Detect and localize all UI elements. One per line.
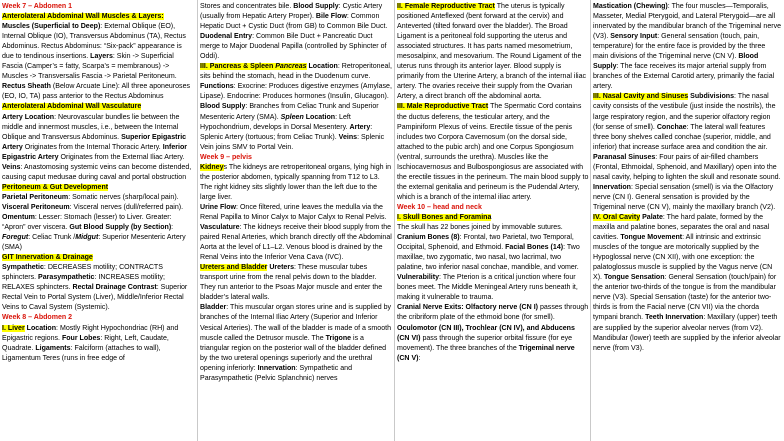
week10-heading: Week 10 – head and neck <box>397 203 482 211</box>
label: Tongue Movement <box>620 234 683 242</box>
label: Functions <box>200 83 234 91</box>
label: Trigeminal nerve (CN V) <box>397 344 575 362</box>
text: : Anastomosing systemic veins can become distended, causing caput medusae during caval and portal obstruction <box>2 163 192 181</box>
label: Layers <box>90 53 113 61</box>
cranial-nerves-paragraph <box>397 303 589 363</box>
label: Trigone <box>325 334 352 342</box>
text: pass through the superior orbital fissure (for eye movement). The three branches of the <box>397 334 573 352</box>
skull-paragraph <box>397 223 589 303</box>
text: : Somatic nerves (sharp/local pain). <box>68 193 179 201</box>
text: (Below Arcuate Line): All three aponeuroses (EO, IO, TA) pass anterior to the Rectus Abdominus <box>2 83 191 101</box>
column-3 <box>397 2 589 439</box>
text: : The lateral wall features three bony shelves called conchae (superior, middle, and inferior) that increase surface area and condition the air. <box>593 123 771 151</box>
kidney-paragraph <box>200 163 392 203</box>
liver-paragraph <box>2 324 195 364</box>
text: : Celiac Trunk <box>28 234 72 242</box>
label: Four Lobes <box>61 334 101 342</box>
text: The skull has 22 bones joined by immovable sutures. <box>397 224 563 232</box>
label: Oculomotor (CN III), Trochlear (CN IV), and Abducens (CN VI) <box>397 324 575 342</box>
text: : The face receives its major arterial supply from branches of the External Carotid artery, primarily the facial artery. <box>593 63 775 91</box>
text: : Splenic Vein joins SMV to Portal Vein. <box>200 133 385 151</box>
label: Artery Location <box>2 113 55 121</box>
label: Rectal Drainage Contrast <box>72 284 157 292</box>
text: : Visceral nerves (dull/referred pain). <box>69 203 184 211</box>
label: Visceral Peritoneum <box>2 203 70 211</box>
label: Facial Bones (14) <box>505 244 564 252</box>
muscles-paragraph <box>2 22 195 102</box>
label: Ureters <box>267 264 294 272</box>
text: : Neurovascular bundles lie between the middle and innermost muscles, i.e., between the Internal Oblique and Transversus Abdominus. <box>2 113 180 141</box>
female-repro-paragraph <box>397 2 589 102</box>
label: Artery <box>349 123 371 131</box>
text: : <box>418 354 421 362</box>
pancreas-heading <box>200 63 307 70</box>
label: : Olfactory nerve (CN I) <box>461 304 538 312</box>
label: Tongue Sensation <box>603 274 665 282</box>
skull-heading: I. Skull Bones and Foramina <box>397 213 492 221</box>
text: : Once filtered, urine leaves the medulla via the Renal Papilla to Minor Calyx to Major Calyx to Renal Pelvis. <box>200 203 387 221</box>
label: Veins <box>2 163 21 171</box>
label: Vulnerability <box>397 274 440 282</box>
label: Blood Supply <box>200 103 246 111</box>
label: Ligaments <box>35 344 71 352</box>
text: : Lesser: Stomach (lesser) to Liver. Greater: “Apron” over viscera. <box>2 213 172 232</box>
week7-heading: Week 7 – Abdomen 1 <box>2 3 73 10</box>
label: Location <box>306 63 338 71</box>
text: : The hard palate, formed by the maxilla and palatine bones, separates the oral and nasal cavities. <box>593 213 770 242</box>
vasculature-heading: Anterolateral Abdominal Wall Vasculature <box>2 103 142 111</box>
text: : Superior Mesenteric Artery (SMA) <box>2 234 186 252</box>
text: : Frontal, two Parietal, two Temporal, Occipital, Sphenoid, and Ethmoid. <box>397 234 574 252</box>
peritoneum-heading: Peritoneum & Gut Development <box>2 183 109 191</box>
label: Cranium Bones (8) <box>397 234 460 242</box>
label: Location <box>303 113 336 121</box>
text: : Mostly Right Hypochondriac (RH) and Epigastric regions. <box>2 324 179 342</box>
week8-heading: Week 8 – Abdomen 2 <box>2 314 73 322</box>
urine-paragraph <box>200 203 392 263</box>
label: Sensory Input <box>610 33 658 41</box>
text: : Falciform (attaches to wall), Ligamentum Teres (runs in free edge of <box>2 344 161 362</box>
label: Inferior Epigastric Artery <box>2 143 188 161</box>
label: Vasculature <box>200 224 240 232</box>
mastication-paragraph <box>593 2 782 92</box>
text: Pancreas <box>275 63 307 71</box>
column-1 <box>2 2 195 439</box>
label: Rectus Sheath <box>2 83 51 91</box>
label: Teeth Innervation <box>645 314 704 322</box>
text: : INCREASES motility; RELAXES sphincters. <box>2 274 165 292</box>
text: : Two maxillae, two zygomatic, two nasal, two lacrimal, two palatine, two inferior nasal conchae, mandible, and vomer. <box>397 244 580 272</box>
text: : Retroperitoneal, sits behind the stomach, head in the Duodenum curve. <box>200 63 392 81</box>
text: : These muscular tubes transport urine from the renal pelvis down to the bladder. They run anterior to the Psoas Major muscle and enter the bladder’s lateral walls. <box>200 264 383 302</box>
text: The Spermatic Cord contains the ductus deferens, the testicular artery, and the Pampiniform Plexus of veins. Erectile tissue of the penis includes two Corpora Cavernosum (on the dorsal side, attached to the pubic arch) and one Corpus Spongiosum (ventral, surrounds the urethra). Muscles like the Ischiocavernosus and Bulbospongiosus are associated with the erectile tissues in the perineum. The main blood supply to the external genitalia and perineum is the Pudendal Artery, which is a branch of the internal iliac artery. <box>397 103 589 201</box>
text: : All intrinsic and extrinsic muscles of the tongue are motorically supplied by the Hypoglossal nerve (CN XII), with one exception: the palatoglossus muscle is supplied by the Vagus nerve (CN X). <box>593 234 773 282</box>
label: Innervation <box>593 183 631 191</box>
text: : General Sensation (touch/pain) for the anterior two-thirds of the tongue is from the mandibular nerve (V3). Special Sensation (taste) for the anterior two-thirds is from the Facial nerve (CN VII) via the chorda tympani branch. <box>593 274 777 322</box>
text: : Left Hypochondrium, develops in Dorsal Mesentery. <box>200 113 351 131</box>
ureters-heading: Ureters and Bladder <box>200 264 268 272</box>
text: Originates from the Internal Thoracic Artery. <box>22 143 161 151</box>
text: : Cystic Artery (usually from Hepatic Artery Proper). <box>200 3 383 21</box>
label: Foregut <box>2 234 29 242</box>
git-paragraph <box>2 263 195 313</box>
label: Muscles (Superficial to Deep) <box>2 23 101 31</box>
label: Subdivisions <box>688 93 734 101</box>
text: : Superior Rectal Vein to Portal System (Liver), Middle/Inferior Rectal Veins to Caval System (Systemic). <box>2 284 188 312</box>
label: Conchae <box>656 123 687 131</box>
nasal-paragraph <box>593 92 782 213</box>
column-divider <box>590 0 591 441</box>
text: III. Pancreas & Spleen <box>200 63 276 71</box>
text: : External Oblique (EO), Internal Oblique (IO), Transversus Abdominus (TA), Rectus Abdominus. Rectus Abdominus: “Six-pack” appearance is due to tendinous insertions. <box>2 23 186 61</box>
nasal-heading: III. Nasal Cavity and Sinuses <box>593 93 689 101</box>
text: : The Pterion is a critical junction where four bones meet. The Middle Meningeal Artery runs beneath it, making it vulnerable to trauma. <box>397 274 578 302</box>
label: Paranasal Sinuses <box>593 153 656 161</box>
text: : Splenic Artery (tortuous; from Celiac Trunk). <box>200 123 373 141</box>
label: Midgut <box>75 234 99 242</box>
label: Blood Supply <box>293 3 339 10</box>
week9-heading: Week 9 – pelvis <box>200 153 252 161</box>
text: : Sympathetic and Parasympathetic (Pelvic Splanchnic) nerves <box>200 364 352 382</box>
bladder-paragraph <box>200 303 392 383</box>
text: : Common Bile Duct + Pancreatic Duct merge to Major Duodenal Papilla (controlled by Sphincter of Oddi). <box>200 33 387 61</box>
label: Parasympathetic <box>38 274 95 282</box>
gallbladder-paragraph <box>200 2 392 62</box>
ureters-paragraph <box>200 263 392 303</box>
label: Innervation <box>257 364 296 372</box>
text: : Four pairs of air-filled chambers (Frontal, Ethmoidal, Sphenoid, and Maxillary) open into the nasal cavity, helping to lighten the skull and resonate sound. <box>593 153 781 181</box>
peritoneum-paragraph: Parietal Peritoneum: Somatic nerves (sharp/local pain). Visceral Peritoneum: Visceral nerves (dull/referred pain). Omentum: Lesser: Stomach (lesser) to Liver. Greater: “Apron” over viscera. Gut Blood Supply (by Section): Foregut: Celiac Trunk /Midgut: Superior Mesenteric Artery (SMA) <box>2 193 186 252</box>
text: : Skin -> Superficial Fascia (Camper’s = fatty, Scarpa’s = membranous) -> Muscles -> Transversalis Fascia -> Parietal Peritoneum. <box>2 53 177 81</box>
text: : This muscular organ stores urine and is supplied by branches of the Internal Iliac Artery (Superior and Inferior Vesical Arteries). The wall of the bladder is made of a smooth muscle called the Detrusor muscle. The <box>200 304 392 342</box>
label: Location <box>24 324 57 332</box>
muscles-heading: Anterolateral Abdominal Wall Muscles & Layers: <box>2 13 164 21</box>
label: Blood Supply <box>593 53 759 71</box>
pancreas-paragraph <box>200 62 392 152</box>
male-repro-paragraph <box>397 102 589 202</box>
label: Veins <box>338 133 358 141</box>
text: : The nasal cavity consists of the vestibule (just inside the nostrils), the large respiratory region, and the superior olfactory region (for sense of smell). <box>593 93 776 131</box>
text: : Branches from Celiac Trunk and Superior Mesenteric Artery (SMA). <box>200 103 379 121</box>
label: Sympathetic <box>2 264 44 272</box>
kidney-heading: Kidney <box>200 163 224 171</box>
text: is a triangular region on the posterior wall of the bladder defined by the two ureteral openings superiorly and the urethral opening inferiorly: <box>200 334 387 372</box>
oral-heading: IV. Oral Cavity <box>593 213 641 221</box>
column-divider <box>394 0 395 441</box>
text: : General sensation (touch, pain, temperature) for the entire face is provided by the three main divisions of the Trigeminal nerve (CN V). <box>593 33 766 61</box>
liver-heading: I. Liver <box>2 324 25 332</box>
column-4 <box>593 2 782 439</box>
text: : Common Hepatic Duct + Cystic Duct (from GB) to Common Bile Duct. <box>200 13 388 31</box>
column-2 <box>200 2 392 439</box>
oral-paragraph <box>593 213 782 354</box>
vasculature-paragraph <box>2 113 195 183</box>
label: Gut Blood Supply (by Section) <box>69 224 172 232</box>
label: Urine Flow <box>200 203 237 211</box>
label: Mastication (Chewing) <box>593 3 668 10</box>
label: Bile Flow <box>315 13 347 21</box>
label: Omentum <box>2 213 35 221</box>
text: s The kidneys are retroperitoneal organs, lying high in the posterior abdomen, typically spanning from T12 to L3. The right kidney sits slightly lower than the left due to the large liver. <box>200 163 392 201</box>
label: Parietal Peritoneum <box>2 193 69 201</box>
label: Duodenal Entry <box>200 33 253 41</box>
text: : DECREASES motility; CONTRACTS sphincters. <box>2 264 163 282</box>
label: Palate <box>640 213 663 221</box>
text: : Right, Left, Caudate, Quadrate. <box>2 334 169 352</box>
label: Superior Epigastric Artery <box>2 133 187 151</box>
text: : The kidneys receive their blood supply from the paired Renal Arteries, which branch directly off the Abdominal Aorta at the level of L1–L2. Venous blood is drained by the Renal Veins into the Inferior Vena Cava (IVC). <box>200 224 392 262</box>
text: : Special sensation (smell) is via the Olfactory nerve (CN I). General sensation is provided by the Trigeminal nerve (CN V), mainly the maxillary branch (V2). <box>593 183 776 211</box>
text: The uterus is typically positioned Anteflexed (bent forward at the cervix) and Anteverted (tilted forward over the bladder). The Broad Ligament is a peritoneal fold supporting the uterus and associated structures. It has parts named mesometrium, mesosalpinx, and mesovarium. The Round Ligament of the uterus runs through its anterior layer. Blood supply is primarily from the Uterine Artery, a branch of the internal iliac artery. The ovaries receive their supply from the Ovarian Artery, a direct branch off the abdominal aorta. <box>397 3 587 101</box>
text: : Maxillary (upper) teeth are supplied by the superior alveolar nerves (from V2). Mandibular (lower) teeth are supplied by the inferior alveolar nerve (from V3). <box>593 314 781 352</box>
git-heading: GIT Innervation & Drainage <box>2 254 93 262</box>
column-divider <box>197 0 198 441</box>
text: : Exocrine: Produces digestive enzymes (Amylase, Lipase). Endocrine: Produces hormones (Insulin, Glucagon). <box>200 83 392 101</box>
label: Spleen <box>280 113 304 121</box>
text: Originates from the External Iliac Artery. <box>58 153 185 161</box>
text: : The four muscles—Temporalis, Masseter, Medial Pterygoid, and Lateral Pterygoid—are all innervated by the mandibular branch of the Trigeminal nerve (V3). <box>593 3 782 41</box>
label: Cranial Nerve Exits <box>397 304 462 312</box>
male-repro-heading: III. Male Reproductive Tract <box>397 103 489 111</box>
text: passes through the cribriform plate of the ethmoid bone (for smell). <box>397 304 589 322</box>
female-repro-heading: II. Female Reproductive Tract <box>397 3 495 10</box>
text: Stores and concentrates bile. <box>200 3 294 10</box>
label: Bladder <box>200 304 227 312</box>
